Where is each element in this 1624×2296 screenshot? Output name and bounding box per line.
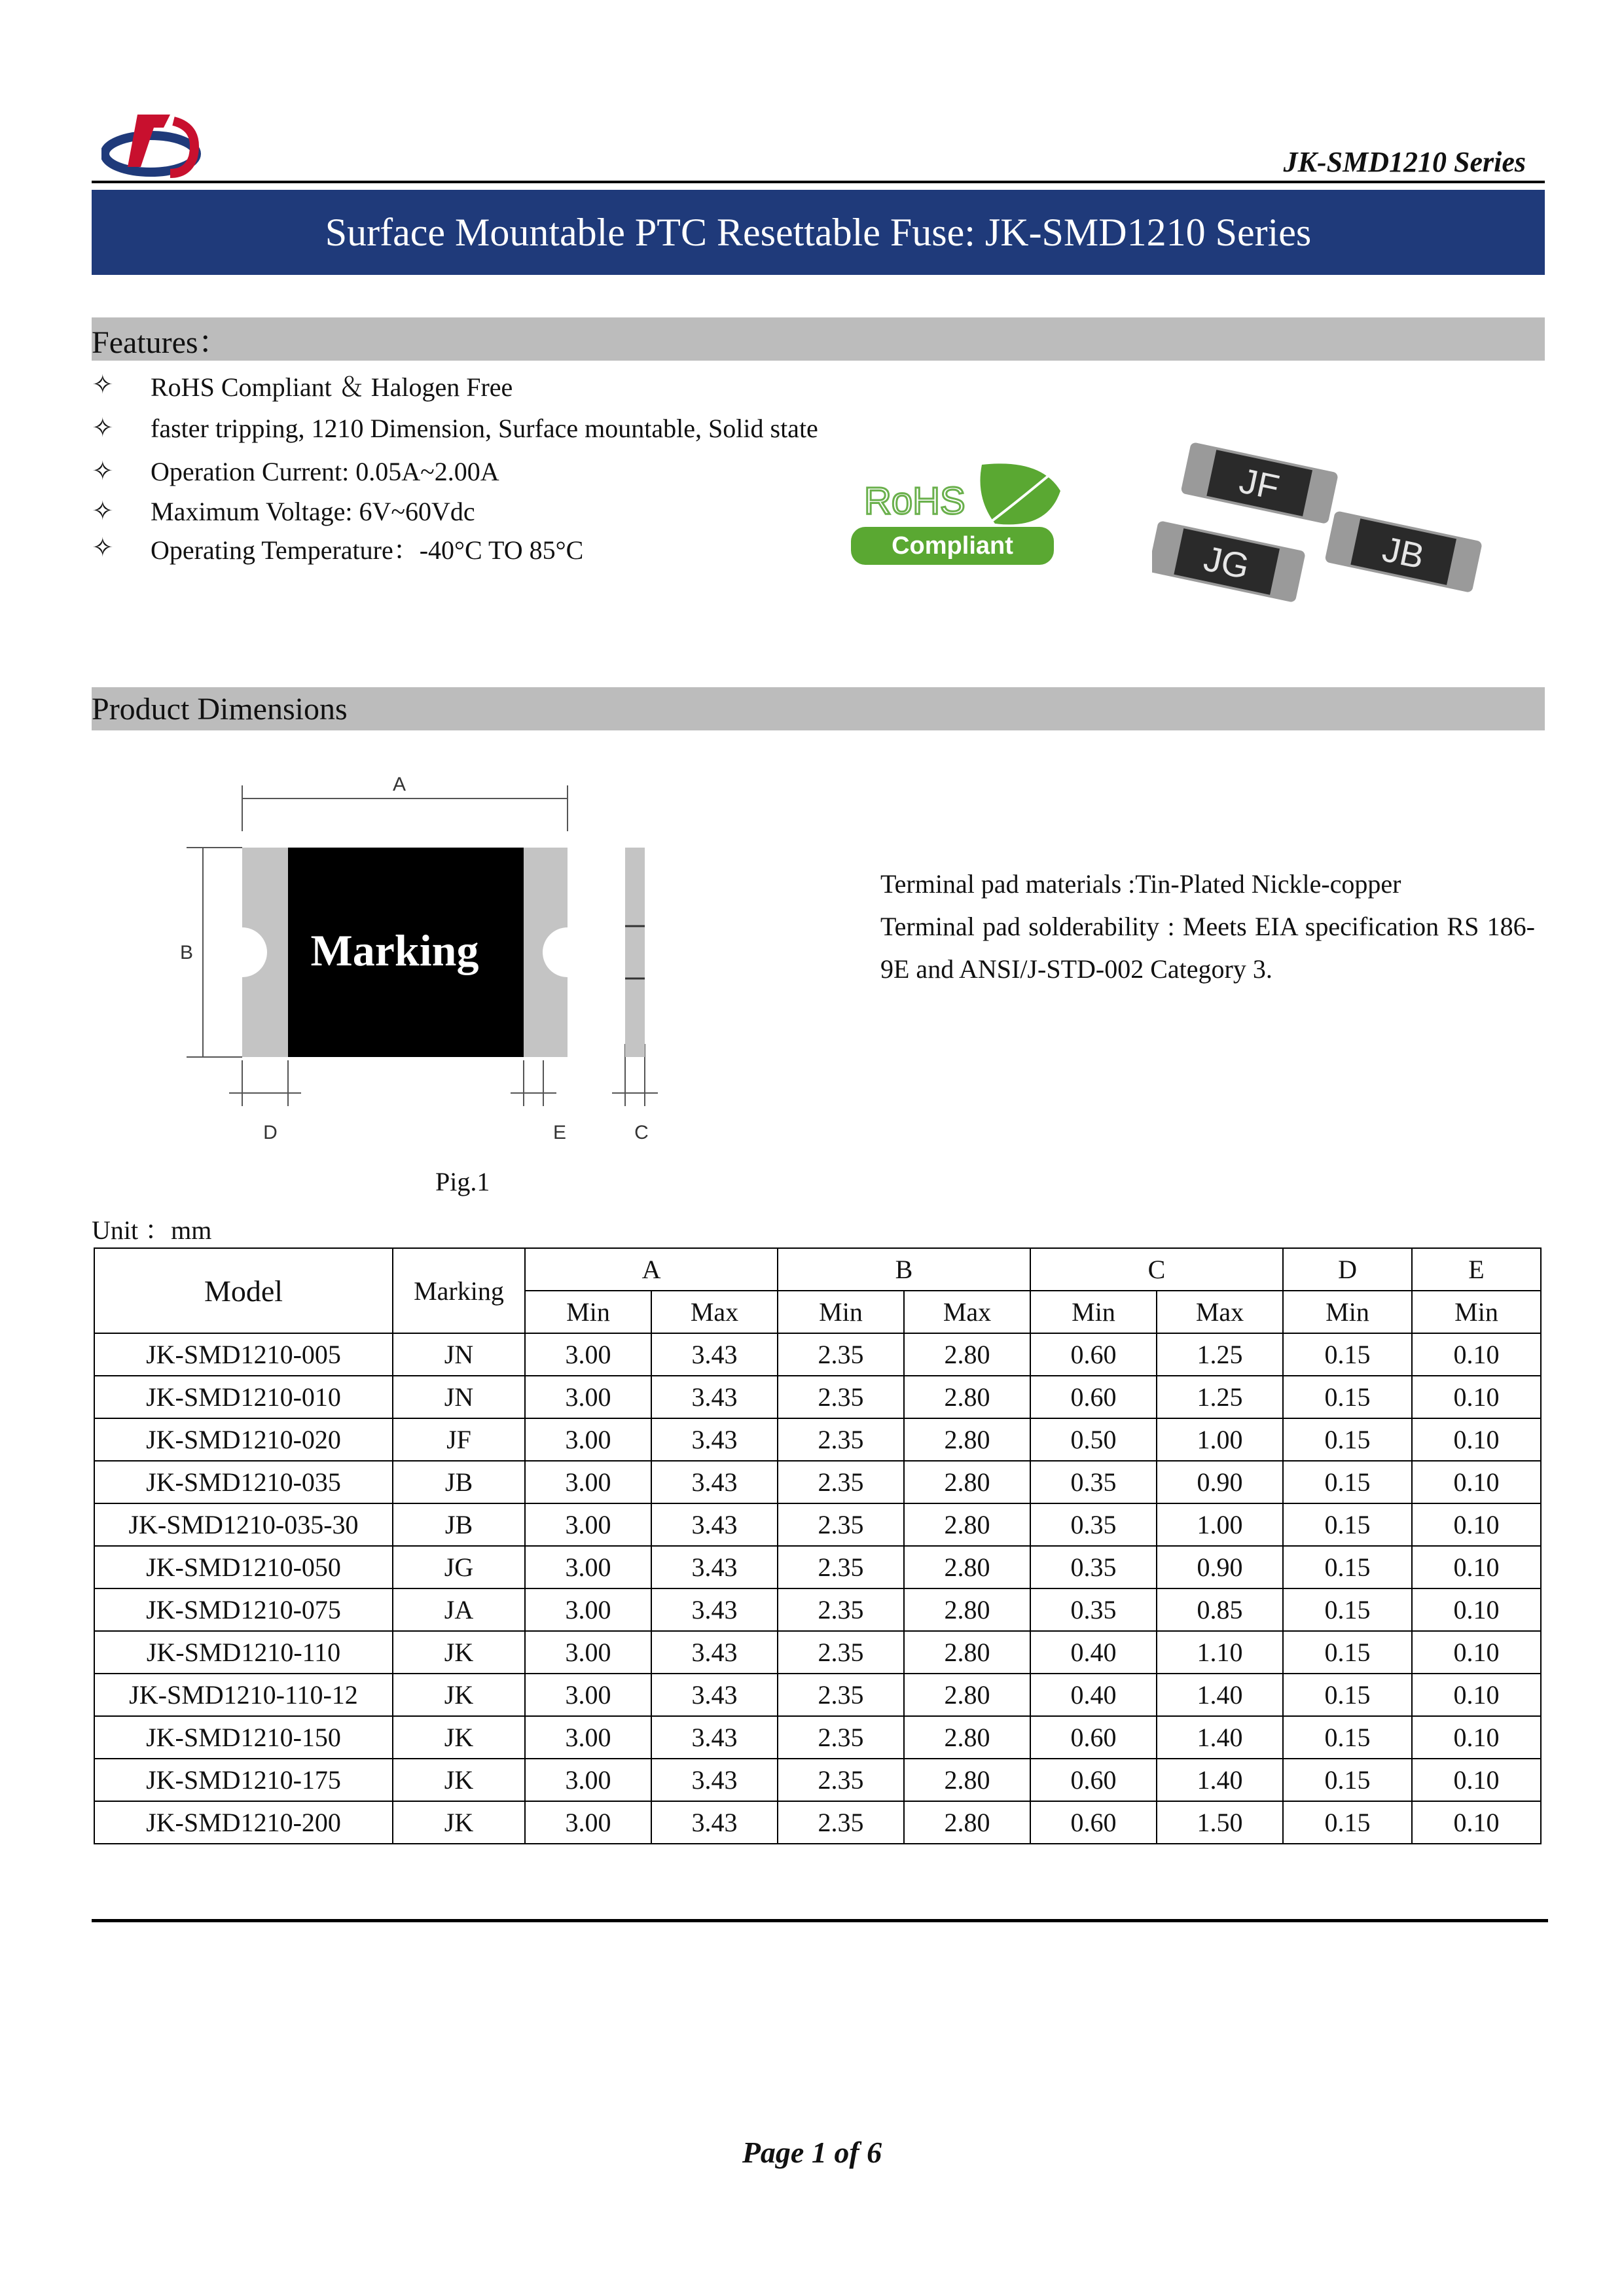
subheader-cell: Max xyxy=(1157,1291,1283,1333)
value-cell: 2.35 xyxy=(778,1503,904,1546)
features-list xyxy=(92,363,818,566)
value-cell: 3.00 xyxy=(525,1631,651,1674)
value-cell: 2.80 xyxy=(904,1376,1030,1418)
value-cell: 0.15 xyxy=(1283,1801,1412,1844)
table-header-row xyxy=(94,1248,1541,1291)
label-e: E xyxy=(552,1122,567,1143)
value-cell: 3.43 xyxy=(651,1376,778,1418)
value-cell: 3.00 xyxy=(525,1546,651,1588)
value-cell: 1.40 xyxy=(1157,1674,1283,1716)
value-cell: 3.00 xyxy=(525,1759,651,1801)
value-cell: 3.00 xyxy=(525,1801,651,1844)
value-cell: 2.35 xyxy=(778,1333,904,1376)
model-cell: JK-SMD1210-010 xyxy=(94,1376,393,1418)
marking-cell: JN xyxy=(393,1333,525,1376)
model-cell: JK-SMD1210-020 xyxy=(94,1418,393,1461)
table-row xyxy=(94,1461,1541,1503)
value-cell: 2.35 xyxy=(778,1546,904,1588)
chip-marking-jg: JG xyxy=(1200,539,1253,587)
header-c: C xyxy=(1030,1248,1283,1291)
header-a: A xyxy=(525,1248,778,1291)
dimension-drawing xyxy=(173,772,684,1165)
value-cell: 0.10 xyxy=(1412,1503,1541,1546)
table-row xyxy=(94,1418,1541,1461)
svg-text:Compliant: Compliant xyxy=(892,532,1013,560)
model-cell: JK-SMD1210-110-12 xyxy=(94,1674,393,1716)
terminal-notes xyxy=(880,863,1535,990)
value-cell: 2.80 xyxy=(904,1588,1030,1631)
value-cell: 2.35 xyxy=(778,1674,904,1716)
value-cell: 1.40 xyxy=(1157,1759,1283,1801)
value-cell: 0.60 xyxy=(1030,1333,1157,1376)
value-cell: 3.43 xyxy=(651,1801,778,1844)
unit-label: Unit ：mm xyxy=(92,1215,212,1245)
label-c: C xyxy=(634,1122,649,1143)
table-row xyxy=(94,1546,1541,1588)
value-cell: 3.00 xyxy=(525,1503,651,1546)
table-row xyxy=(94,1376,1541,1418)
value-cell: 3.43 xyxy=(651,1546,778,1588)
value-cell: 3.43 xyxy=(651,1674,778,1716)
value-cell: 3.00 xyxy=(525,1333,651,1376)
value-cell: 0.15 xyxy=(1283,1588,1412,1631)
value-cell: 2.80 xyxy=(904,1503,1030,1546)
subheader-cell: Min xyxy=(1412,1291,1541,1333)
table-row xyxy=(94,1801,1541,1844)
value-cell: 3.43 xyxy=(651,1631,778,1674)
value-cell: 2.80 xyxy=(904,1631,1030,1674)
star-outline-icon: ✧ xyxy=(92,456,114,486)
table-row xyxy=(94,1674,1541,1716)
value-cell: 2.35 xyxy=(778,1418,904,1461)
svg-text:RoHS: RoHS xyxy=(864,480,965,522)
value-cell: 0.60 xyxy=(1030,1759,1157,1801)
model-cell: JK-SMD1210-200 xyxy=(94,1801,393,1844)
model-cell: JK-SMD1210-075 xyxy=(94,1588,393,1631)
subheader-cell: Max xyxy=(651,1291,778,1333)
value-cell: 2.35 xyxy=(778,1461,904,1503)
value-cell: 3.00 xyxy=(525,1418,651,1461)
marking-cell: JK xyxy=(393,1674,525,1716)
value-cell: 0.40 xyxy=(1030,1631,1157,1674)
value-cell: 0.15 xyxy=(1283,1716,1412,1759)
company-logo xyxy=(101,101,209,180)
value-cell: 3.43 xyxy=(651,1503,778,1546)
value-cell: 2.35 xyxy=(778,1588,904,1631)
subheader-cell: Min xyxy=(1283,1291,1412,1333)
value-cell: 0.10 xyxy=(1412,1716,1541,1759)
value-cell: 0.90 xyxy=(1157,1546,1283,1588)
value-cell: 0.15 xyxy=(1283,1674,1412,1716)
marking-cell: JK xyxy=(393,1716,525,1759)
table-row xyxy=(94,1716,1541,1759)
dimensions-section-bar xyxy=(92,687,1545,730)
value-cell: 0.10 xyxy=(1412,1801,1541,1844)
feature-item: ✧ Operating Temperature：-40°C TO 85°C xyxy=(92,533,584,565)
value-cell: 0.15 xyxy=(1283,1333,1412,1376)
marking-cell: JF xyxy=(393,1418,525,1461)
value-cell: 0.35 xyxy=(1030,1588,1157,1631)
value-cell: 3.43 xyxy=(651,1759,778,1801)
rohs-compliant-badge xyxy=(851,452,1074,566)
figure-caption: Pig.1 xyxy=(435,1167,490,1196)
value-cell: 0.60 xyxy=(1030,1801,1157,1844)
value-cell: 0.60 xyxy=(1030,1716,1157,1759)
star-outline-icon: ✧ xyxy=(92,370,114,400)
value-cell: 2.80 xyxy=(904,1674,1030,1716)
value-cell: 2.80 xyxy=(904,1801,1030,1844)
series-tag: JK-SMD1210 Series xyxy=(1283,146,1526,178)
label-d: D xyxy=(263,1122,278,1143)
value-cell: 0.10 xyxy=(1412,1461,1541,1503)
table-row xyxy=(94,1631,1541,1674)
subheader-cell: Min xyxy=(525,1291,651,1333)
value-cell: 0.15 xyxy=(1283,1376,1412,1418)
subheader-cell: Max xyxy=(904,1291,1030,1333)
value-cell: 0.35 xyxy=(1030,1503,1157,1546)
value-cell: 3.43 xyxy=(651,1588,778,1631)
value-cell: 1.40 xyxy=(1157,1716,1283,1759)
marking-cell: JN xyxy=(393,1376,525,1418)
value-cell: 0.35 xyxy=(1030,1461,1157,1503)
features-section-bar xyxy=(92,317,1545,361)
model-cell: JK-SMD1210-035 xyxy=(94,1461,393,1503)
value-cell: 3.00 xyxy=(525,1376,651,1418)
dimensions-table xyxy=(94,1247,1542,1844)
page-number: Page 1 of 6 xyxy=(742,2136,882,2169)
value-cell: 1.25 xyxy=(1157,1376,1283,1418)
marking-cell: JK xyxy=(393,1631,525,1674)
value-cell: 0.40 xyxy=(1030,1674,1157,1716)
subheader-cell: Min xyxy=(1030,1291,1157,1333)
value-cell: 0.15 xyxy=(1283,1461,1412,1503)
value-cell: 0.10 xyxy=(1412,1588,1541,1631)
terminal-material-note: Terminal pad materials :Tin-Plated Nickle-copper xyxy=(880,869,1401,899)
model-cell: JK-SMD1210-035-30 xyxy=(94,1503,393,1546)
label-a: A xyxy=(392,774,406,795)
chip-marking-jb: JB xyxy=(1379,529,1428,577)
dimensions-heading: Product Dimensions xyxy=(92,691,348,726)
footer-rule xyxy=(92,1919,1548,1922)
table-row xyxy=(94,1333,1541,1376)
value-cell: 3.43 xyxy=(651,1418,778,1461)
table-body xyxy=(94,1333,1541,1844)
feature-item: ✧ Maximum Voltage: 6V~60Vdc xyxy=(92,496,475,526)
star-outline-icon: ✧ xyxy=(92,496,114,526)
marking-cell: JK xyxy=(393,1801,525,1844)
value-cell: 0.15 xyxy=(1283,1546,1412,1588)
page-title: Surface Mountable PTC Resettable Fuse: JK-SMD1210 Series xyxy=(325,210,1312,254)
value-cell: 0.10 xyxy=(1412,1674,1541,1716)
value-cell: 0.15 xyxy=(1283,1759,1412,1801)
value-cell: 3.00 xyxy=(525,1461,651,1503)
value-cell: 0.10 xyxy=(1412,1333,1541,1376)
model-cell: JK-SMD1210-150 xyxy=(94,1716,393,1759)
value-cell: 1.10 xyxy=(1157,1631,1283,1674)
value-cell: 0.15 xyxy=(1283,1503,1412,1546)
value-cell: 2.35 xyxy=(778,1801,904,1844)
marking-cell: JB xyxy=(393,1461,525,1503)
feature-item: ✧ Operation Current: 0.05A~2.00A xyxy=(92,456,499,486)
marking-cell: JG xyxy=(393,1546,525,1588)
marking-cell: JA xyxy=(393,1588,525,1631)
star-outline-icon: ✧ xyxy=(92,533,114,563)
star-outline-icon: ✧ xyxy=(92,413,114,443)
title-banner xyxy=(92,190,1545,275)
chip-marking-jf: JF xyxy=(1236,461,1283,508)
value-cell: 0.50 xyxy=(1030,1418,1157,1461)
value-cell: 2.35 xyxy=(778,1716,904,1759)
value-cell: 0.35 xyxy=(1030,1546,1157,1588)
marking-cell: JB xyxy=(393,1503,525,1546)
value-cell: 0.90 xyxy=(1157,1461,1283,1503)
value-cell: 2.80 xyxy=(904,1461,1030,1503)
model-cell: JK-SMD1210-175 xyxy=(94,1759,393,1801)
value-cell: 2.35 xyxy=(778,1759,904,1801)
features-heading: Features： xyxy=(92,325,230,360)
value-cell: 1.00 xyxy=(1157,1503,1283,1546)
value-cell: 2.80 xyxy=(904,1418,1030,1461)
smd-chip-photos xyxy=(1152,422,1499,605)
value-cell: 0.10 xyxy=(1412,1546,1541,1588)
header-e: E xyxy=(1412,1248,1541,1291)
value-cell: 0.10 xyxy=(1412,1376,1541,1418)
value-cell: 0.15 xyxy=(1283,1631,1412,1674)
header-rule xyxy=(92,181,1545,183)
value-cell: 0.10 xyxy=(1412,1759,1541,1801)
value-cell: 1.50 xyxy=(1157,1801,1283,1844)
value-cell: 2.80 xyxy=(904,1333,1030,1376)
value-cell: 2.80 xyxy=(904,1716,1030,1759)
value-cell: 0.10 xyxy=(1412,1418,1541,1461)
header-b: B xyxy=(778,1248,1030,1291)
value-cell: 3.43 xyxy=(651,1716,778,1759)
header-marking: Marking xyxy=(393,1248,525,1333)
table-row xyxy=(94,1588,1541,1631)
subheader-cell: Min xyxy=(778,1291,904,1333)
model-cell: JK-SMD1210-050 xyxy=(94,1546,393,1588)
model-cell: JK-SMD1210-110 xyxy=(94,1631,393,1674)
header-d: D xyxy=(1283,1248,1412,1291)
model-cell: JK-SMD1210-005 xyxy=(94,1333,393,1376)
value-cell: 2.80 xyxy=(904,1759,1030,1801)
value-cell: 1.25 xyxy=(1157,1333,1283,1376)
value-cell: 2.35 xyxy=(778,1631,904,1674)
value-cell: 3.00 xyxy=(525,1716,651,1759)
value-cell: 0.15 xyxy=(1283,1418,1412,1461)
value-cell: 0.60 xyxy=(1030,1376,1157,1418)
header-model: Model xyxy=(94,1248,393,1333)
value-cell: 0.10 xyxy=(1412,1631,1541,1674)
value-cell: 3.00 xyxy=(525,1674,651,1716)
value-cell: 3.43 xyxy=(651,1461,778,1503)
value-cell: 1.00 xyxy=(1157,1418,1283,1461)
terminal-solderability-note: Terminal pad solderability : Meets EIA specification RS 186-9E and ANSI/J-STD-002 Category 3. xyxy=(880,912,1535,984)
label-b: B xyxy=(179,942,194,963)
feature-item: ✧ RoHS Compliant ＆ Halogen Free xyxy=(92,370,513,402)
feature-item: ✧ faster tripping, 1210 Dimension, Surface mountable, Solid state xyxy=(92,413,818,443)
value-cell: 0.85 xyxy=(1157,1588,1283,1631)
table-row xyxy=(94,1503,1541,1546)
value-cell: 3.43 xyxy=(651,1333,778,1376)
table-row xyxy=(94,1759,1541,1801)
value-cell: 2.35 xyxy=(778,1376,904,1418)
value-cell: 2.80 xyxy=(904,1546,1030,1588)
marking-cell: JK xyxy=(393,1759,525,1801)
value-cell: 3.00 xyxy=(525,1588,651,1631)
marking-label: Marking xyxy=(310,925,479,975)
